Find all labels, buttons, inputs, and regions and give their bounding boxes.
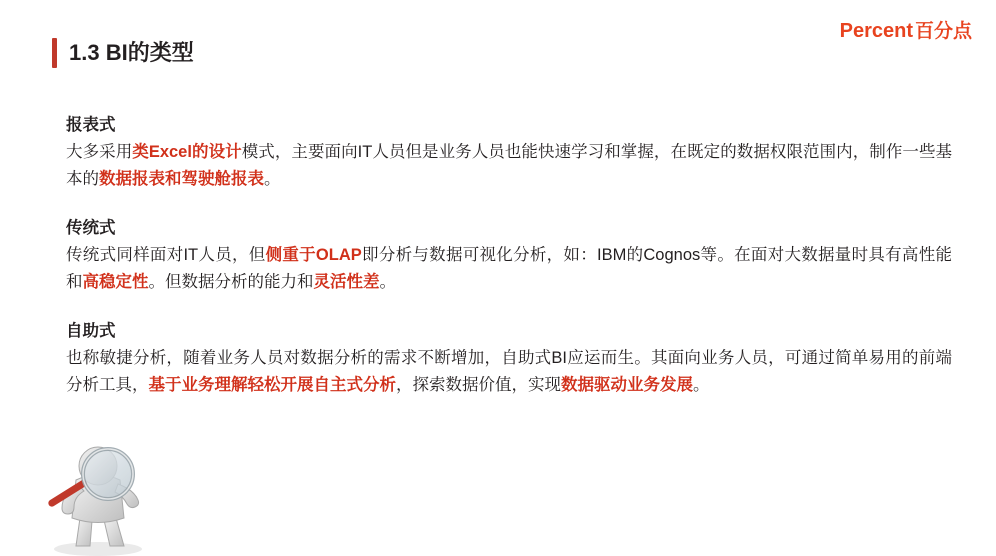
content-area — [66, 112, 952, 399]
body-text: 。但数据分析的能力和 — [148, 273, 314, 291]
body-text: ，探索数据价值，实现 — [396, 376, 561, 394]
highlighted-text: 基于业务理解轻松开展自主式分析 — [148, 376, 396, 394]
highlighted-text: 数据报表和驾驶舱报表 — [99, 170, 264, 188]
body-text: 大多采用 — [66, 143, 133, 161]
brand-logo — [840, 16, 972, 43]
highlighted-text: 高稳定性 — [82, 273, 149, 291]
section-baobiaoshi — [66, 112, 952, 193]
body-text: 。 — [693, 376, 710, 394]
highlighted-text: 灵活性差 — [313, 273, 380, 291]
body-text: 模式，主要面向IT人员但是业务人员也能快速学习和掌握，在既定的数据权限范围内，制作一些基本的 — [66, 143, 953, 188]
highlighted-text: 侧重于OLAP — [265, 246, 362, 264]
section-chuantongshi — [66, 215, 952, 296]
section-heading: 报表式 — [66, 116, 116, 134]
brand-name-cn: 百分点 — [914, 21, 972, 42]
page-title-text: 1.3 BI的类型 — [69, 40, 194, 65]
section-body — [66, 242, 952, 296]
section-body — [66, 345, 952, 399]
body-text: 。 — [264, 170, 281, 188]
highlighted-text: 类Excel的设计 — [132, 143, 242, 161]
body-text: 也称敏捷分析，随着业务人员对数据分析的需求不断增加，自助式BI应运而生。其面向业务人员，可通过简单易用的前端分析工具， — [66, 349, 952, 394]
title-accent-bar — [52, 38, 57, 68]
body-text: 。 — [379, 273, 396, 291]
highlighted-text: 数据驱动业务发展 — [561, 376, 693, 394]
section-body — [66, 139, 952, 193]
page-title — [52, 38, 194, 68]
section-heading: 自助式 — [66, 322, 116, 340]
mascot-illustration — [30, 426, 170, 556]
section-heading: 传统式 — [66, 219, 116, 237]
body-text: 即分析与数据可视化分析，如：IBM的Cognos等。在面对大数据量时具有高性能和 — [66, 246, 952, 291]
section-zizhushi — [66, 318, 952, 399]
body-text: 传统式同样面对IT人员，但 — [66, 246, 266, 264]
brand-name-en: Percent — [839, 20, 913, 42]
